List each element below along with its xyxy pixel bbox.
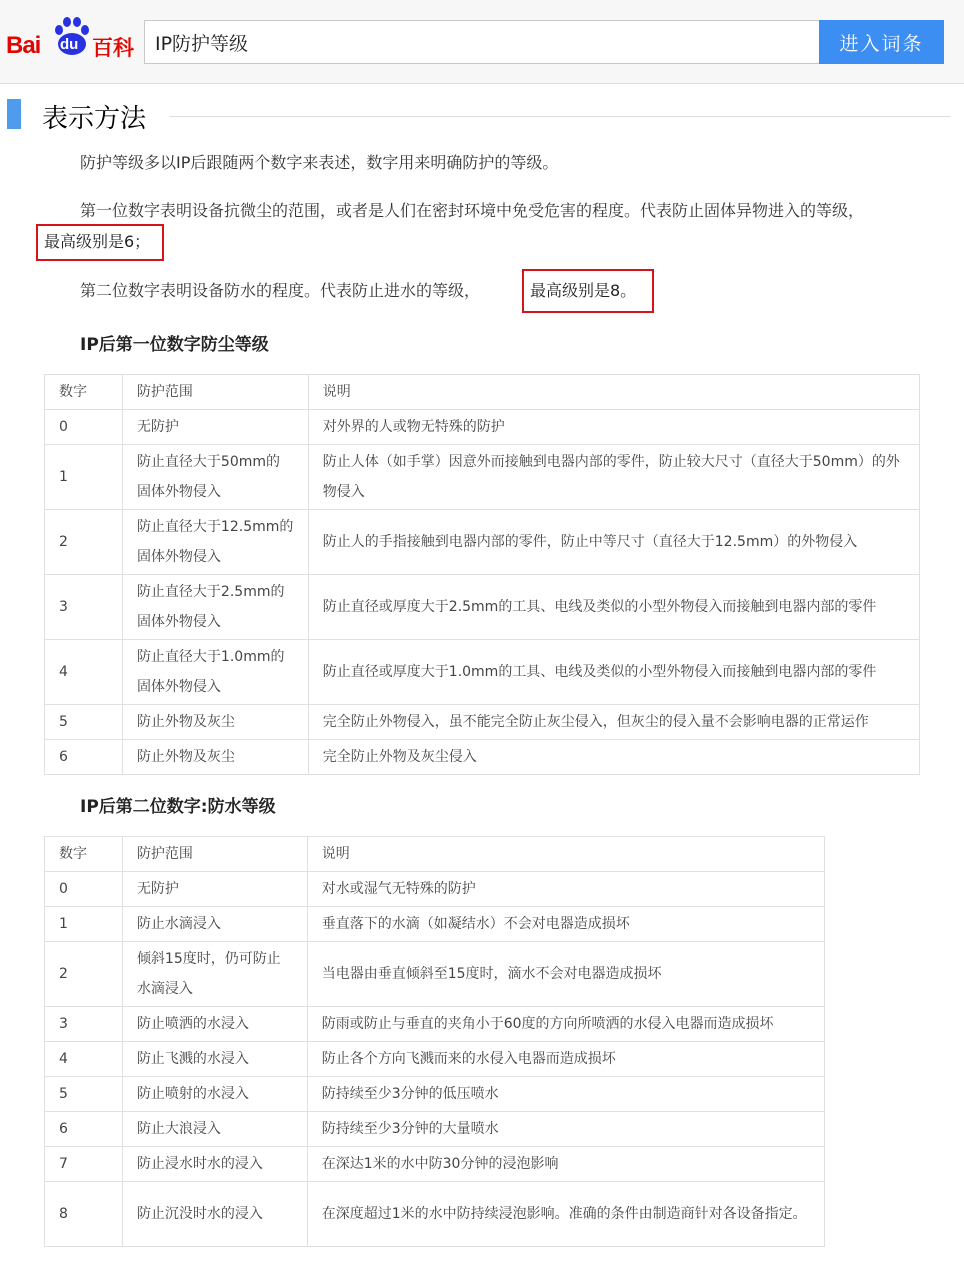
table-row (45, 410, 920, 445)
baidu-baike-logo[interactable] (6, 14, 134, 62)
cell-desc: 在深度超过1米的水中防持续浸泡影响。准确的条件由制造商针对各设备指定。 (307, 1182, 824, 1247)
table-row (45, 1077, 825, 1112)
search-input[interactable] (144, 20, 820, 64)
table-row (45, 740, 920, 775)
table-row (45, 1042, 825, 1077)
cell-range: 防止沉没时水的浸入 (122, 1182, 307, 1247)
paragraph-intro: 防护等级多以IP后跟随两个数字来表述，数字用来明确防护的等级。 (80, 153, 559, 172)
table-row (45, 1007, 825, 1042)
cell-number: 1 (45, 907, 123, 942)
dust-protection-table (44, 374, 920, 775)
cell-number: 3 (45, 575, 123, 640)
table2-title: IP后第二位数字:防水等级 (80, 797, 276, 817)
cell-range: 防止外物及灰尘 (122, 740, 308, 775)
header-cell-number: 数字 (45, 837, 123, 872)
cell-number: 2 (45, 510, 123, 575)
header-cell-desc: 说明 (307, 837, 824, 872)
table-row (45, 705, 920, 740)
cell-range: 防止直径大于50mm的固体外物侵入 (122, 445, 308, 510)
cell-number: 8 (45, 1182, 123, 1247)
cell-desc: 防止人的手指接触到电器内部的零件，防止中等尺寸（直径大于12.5mm）的外物侵入 (308, 510, 919, 575)
table-row (45, 510, 920, 575)
table-row (45, 575, 920, 640)
cell-desc: 防雨或防止与垂直的夹角小于60度的方向所喷洒的水侵入电器而造成损坏 (307, 1007, 824, 1042)
cell-range: 防止直径大于12.5mm的固体外物侵入 (122, 510, 308, 575)
table-row (45, 640, 920, 705)
cell-range: 防止外物及灰尘 (122, 705, 308, 740)
table-row (45, 445, 920, 510)
cell-number: 4 (45, 1042, 123, 1077)
cell-range: 无防护 (122, 872, 307, 907)
cell-number: 4 (45, 640, 123, 705)
highlight-text-max-6: 最高级别是6； (44, 232, 151, 251)
table-header-row (45, 837, 825, 872)
table-header-row (45, 375, 920, 410)
header-cell-range: 防护范围 (122, 837, 307, 872)
logo-baike-text: 百科 (92, 36, 134, 60)
cell-number: 0 (45, 410, 123, 445)
section-title: 表示方法 (42, 104, 147, 134)
table1-title: IP后第一位数字防尘等级 (80, 335, 269, 355)
section-divider (170, 116, 950, 117)
cell-number: 1 (45, 445, 123, 510)
cell-desc: 完全防止外物及灰尘侵入 (308, 740, 919, 775)
cell-range: 防止飞溅的水浸入 (122, 1042, 307, 1077)
header-cell-range: 防护范围 (122, 375, 308, 410)
section-accent-bar (7, 99, 21, 129)
highlight-text-max-8: 最高级别是8。 (530, 281, 637, 300)
cell-desc: 在深达1米的水中防30分钟的浸泡影响 (307, 1147, 824, 1182)
cell-range: 防止浸水时水的浸入 (122, 1147, 307, 1182)
cell-range: 倾斜15度时，仍可防止水滴浸入 (122, 942, 307, 1007)
logo-du-text: du (60, 36, 79, 53)
cell-desc: 防持续至少3分钟的大量喷水 (307, 1112, 824, 1147)
cell-desc: 防止人体（如手掌）因意外而接触到电器内部的零件，防止较大尺寸（直径大于50mm）的外物侵入 (308, 445, 919, 510)
table-row (45, 1147, 825, 1182)
cell-number: 6 (45, 1112, 123, 1147)
cell-range: 防止大浪浸入 (122, 1112, 307, 1147)
header-cell-desc: 说明 (308, 375, 919, 410)
cell-number: 5 (45, 705, 123, 740)
cell-desc: 完全防止外物侵入，虽不能完全防止灰尘侵入，但灰尘的侵入量不会影响电器的正常运作 (308, 705, 919, 740)
table-row (45, 907, 825, 942)
cell-range: 防止喷射的水浸入 (122, 1077, 307, 1112)
cell-range: 防止喷洒的水浸入 (122, 1007, 307, 1042)
cell-desc: 防止直径或厚度大于2.5mm的工具、电线及类似的小型外物侵入而接触到电器内部的零件 (308, 575, 919, 640)
table-row (45, 1112, 825, 1147)
cell-desc: 防持续至少3分钟的低压喷水 (307, 1077, 824, 1112)
cell-range: 防止直径大于2.5mm的固体外物侵入 (122, 575, 308, 640)
header-cell-number: 数字 (45, 375, 123, 410)
logo-bai-text: Bai (6, 32, 41, 59)
cell-desc: 当电器由垂直倾斜至15度时，滴水不会对电器造成损坏 (307, 942, 824, 1007)
cell-desc: 垂直落下的水滴（如凝结水）不会对电器造成损坏 (307, 907, 824, 942)
cell-desc: 防止直径或厚度大于1.0mm的工具、电线及类似的小型外物侵入而接触到电器内部的零件 (308, 640, 919, 705)
cell-number: 0 (45, 872, 123, 907)
cell-range: 防止直径大于1.0mm的固体外物侵入 (122, 640, 308, 705)
water-protection-table (44, 836, 825, 1247)
cell-desc: 防止各个方向飞溅而来的水侵入电器而造成损坏 (307, 1042, 824, 1077)
cell-number: 7 (45, 1147, 123, 1182)
paragraph-second-digit: 第二位数字表明设备防水的程度。代表防止进水的等级， (80, 281, 481, 300)
top-header (0, 0, 964, 84)
cell-number: 3 (45, 1007, 123, 1042)
paragraph-first-digit: 第一位数字表明设备抗微尘的范围，或者是人们在密封环境中免受危害的程度。代表防止固体异物进入的等级， (80, 201, 865, 220)
cell-range: 防止水滴浸入 (122, 907, 307, 942)
table-row (45, 872, 825, 907)
cell-desc: 对水或湿气无特殊的防护 (307, 872, 824, 907)
cell-number: 6 (45, 740, 123, 775)
cell-number: 5 (45, 1077, 123, 1112)
cell-range: 无防护 (122, 410, 308, 445)
cell-desc: 对外界的人或物无特殊的防护 (308, 410, 919, 445)
cell-number: 2 (45, 942, 123, 1007)
table-row (45, 942, 825, 1007)
enter-entry-button[interactable]: 进入词条 (819, 20, 944, 64)
table-row (45, 1182, 825, 1247)
